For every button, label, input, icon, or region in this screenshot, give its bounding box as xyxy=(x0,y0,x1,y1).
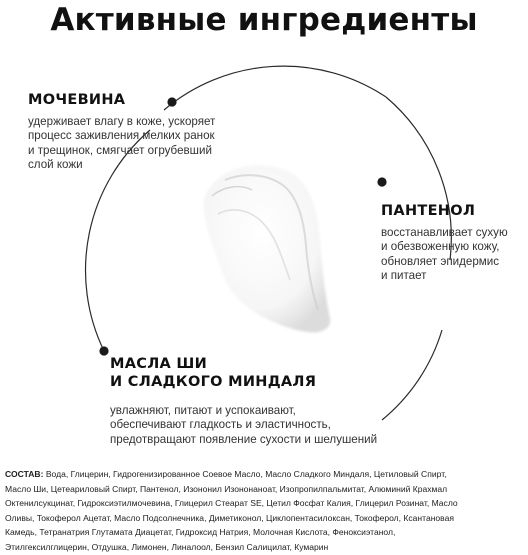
ring-dot-oils xyxy=(99,346,108,355)
composition-line: Этилгексилглицерин, Отдушка, Лимонен, Линалоол, Бензил Салицилат, Кумарин xyxy=(5,541,329,552)
desc-line: удерживает влагу в коже, ускоряет xyxy=(28,115,216,128)
composition-line xyxy=(5,467,525,482)
ingredient-panthenol-description xyxy=(381,226,508,283)
cream-smear-image xyxy=(204,165,330,332)
ingredient-oils xyxy=(110,355,377,447)
desc-line: восстанавливает сухую xyxy=(381,226,508,239)
composition-line: Октенилсукцинат, Гидроксиэтилмочевина, Глицерил Стеарат SE, Цетил Фосфат Калия, Глицерил Розинат, Масло xyxy=(5,498,458,509)
composition-line: Масло Ши, Цетеариловый Спирт, Пантенол, Изононил Изононаноат, Изопропилпальмитат, Алюминий Крахмал xyxy=(5,483,448,494)
ingredient-oils-description xyxy=(110,404,377,447)
composition-label: СОСТАВ: xyxy=(5,469,44,479)
desc-line: и обезвоженную кожу, xyxy=(381,240,500,254)
desc-line: обеспечивают гладкость и эластичность, xyxy=(110,418,331,432)
heading-line: И СЛАДКОГО МИНДАЛЯ xyxy=(110,374,317,390)
composition-text: Вода, Глицерин, Гидрогенизированное Соевое Масло, Масло Сладкого Миндаля, Цетиловый Спирт, xyxy=(45,469,447,479)
ring-dot-panthenol xyxy=(377,177,386,186)
desc-line: и питает xyxy=(381,268,427,282)
page-title: Активные ингредиенты xyxy=(50,2,478,38)
desc-line: обновляет эпидермис xyxy=(381,254,500,268)
desc-line: слой кожи xyxy=(28,157,83,171)
ingredient-urea xyxy=(28,91,215,172)
desc-line: увлажняют, питают и успокаивают, xyxy=(110,404,296,417)
desc-line: предотвращают появление сухости и шелушений xyxy=(110,432,378,446)
ingredient-urea-name: МОЧЕВИНА xyxy=(28,92,126,108)
composition-list xyxy=(5,467,525,555)
heading-line: МАСЛА ШИ xyxy=(110,356,208,372)
ingredient-urea-description xyxy=(28,115,215,172)
desc-line: и трещинок, смягчает огрубевший xyxy=(28,143,212,157)
desc-line: процесс заживления мелких ранок xyxy=(28,129,215,143)
ingredient-panthenol-name: ПАНТЕНОЛ xyxy=(381,203,476,219)
composition-line: Оливы, Токоферол Ацетат, Масло Подсолнечника, Диметиконол, Циклопентасилоксан, Токоферол, Ксантановая xyxy=(5,512,455,523)
ring-arc-lower-right xyxy=(382,330,442,420)
ingredient-oils-name xyxy=(110,355,377,391)
composition-line: Камедь, Тетранатрия Глутамата Диацетат, Гидроксид Натрия, Молочная Кислота, Феноксиэтанол, xyxy=(5,527,396,538)
ingredient-panthenol xyxy=(381,202,508,283)
